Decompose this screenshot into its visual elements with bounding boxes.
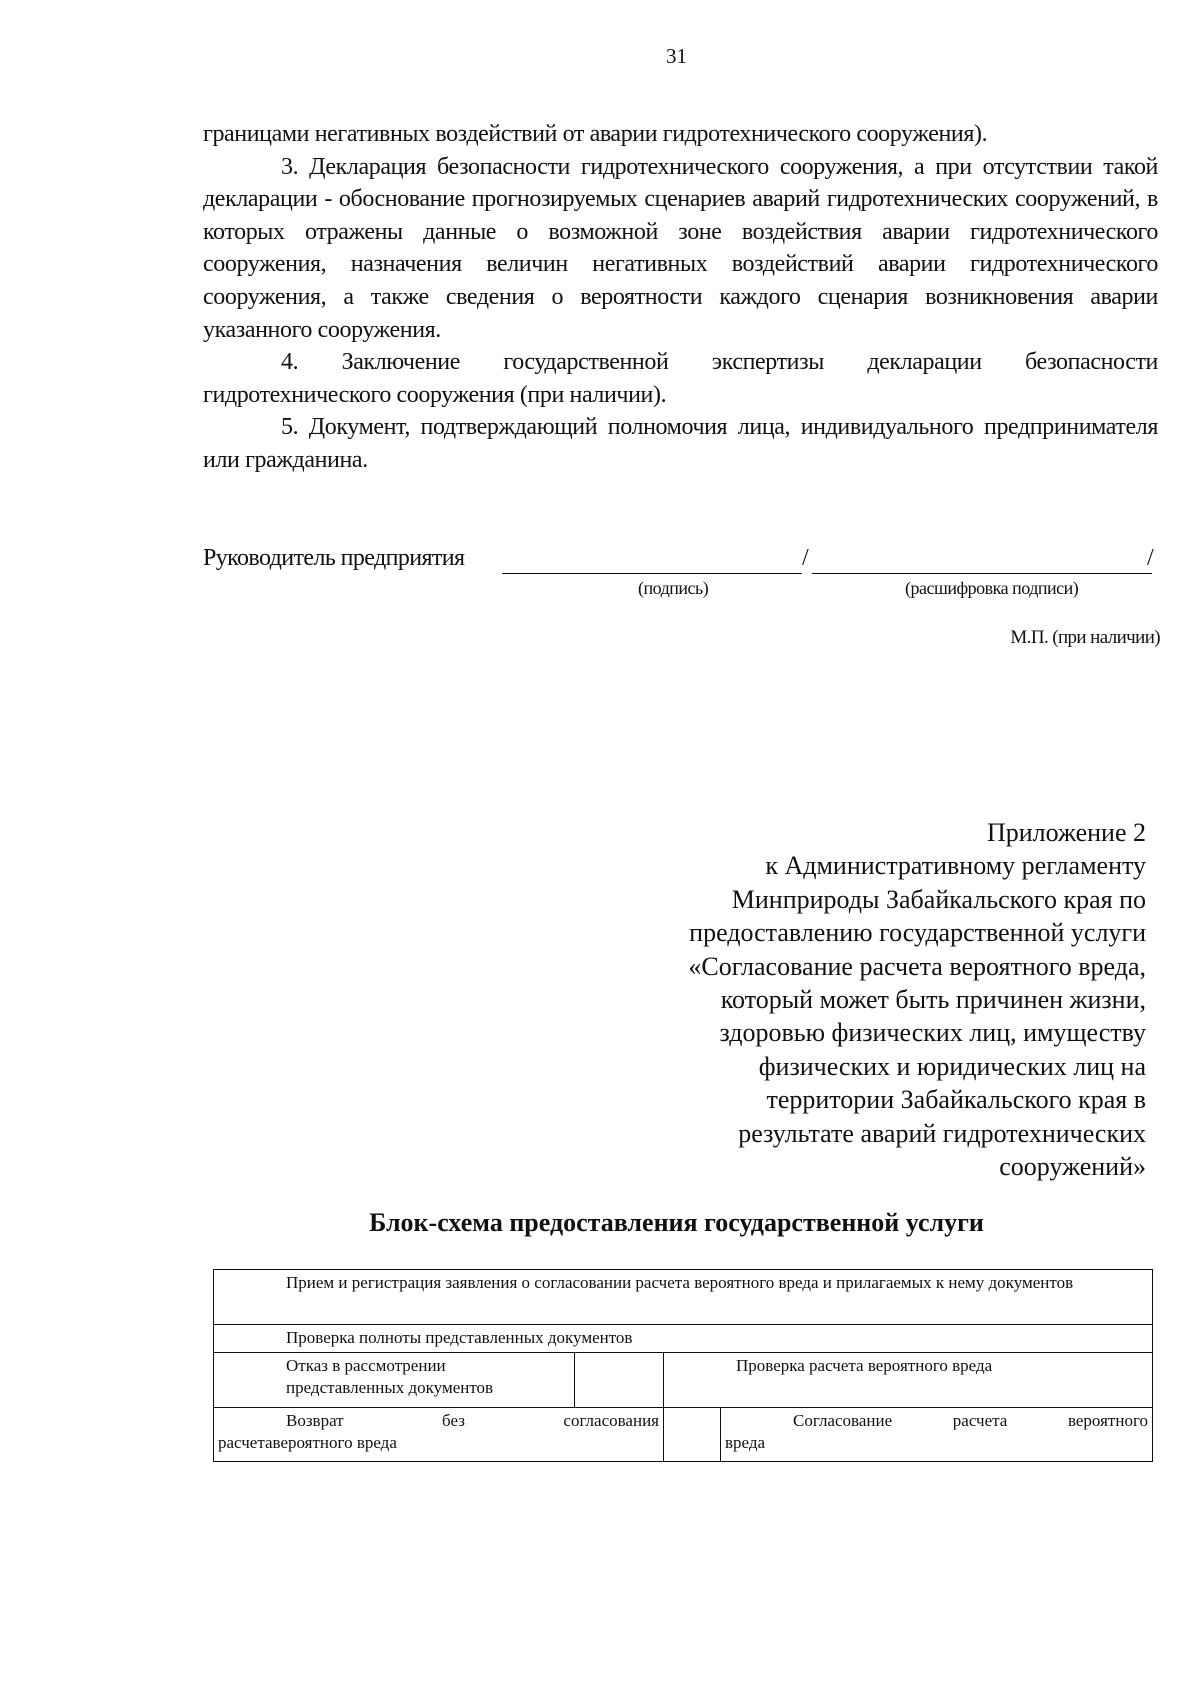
appendix-line: физических и юридических лиц на [758,1051,1146,1081]
appendix-line: Минприроды Забайкальского края по [731,884,1146,914]
step-receive-application [213,1269,1153,1325]
appendix-line: здоровью физических лиц, имуществу [719,1018,1146,1048]
step-return-line1: Возврат без согласования [286,1411,659,1430]
appendix-line: предоставлению государственной услуги [689,918,1146,948]
page-number: 31 [666,44,687,68]
step-return-line2: расчетавероятного вреда [218,1433,397,1452]
step-approval-line1: Согласование расчета вероятного [793,1411,1148,1430]
appendix-line: результате аварий гидротехнических [738,1118,1146,1148]
appendix-line: который может быть причинен жизни, [720,985,1146,1015]
signature-line [203,545,1158,577]
step-receive-application-text: Прием и регистрация заявления о согласовании расчета вероятного вреда и прилагаемых к нему документов [286,1273,1074,1292]
step-approval [720,1407,1153,1462]
appendix-line: к Административному регламенту [765,851,1146,881]
step-completeness-check-text: Проверка полноты представленных документов [286,1328,633,1347]
signature-label: Руководитель предприятия [203,545,465,571]
signature-caption: (подпись) [638,578,709,598]
step-refusal-line1: Отказ в рассмотрении [286,1356,446,1375]
step-return-without-approval [213,1407,664,1462]
step-approval-line2: вреда [725,1433,766,1452]
appendix-line: территории Забайкальского края в [766,1085,1146,1115]
step-calculation-check-text: Проверка расчета вероятного вреда [736,1356,993,1375]
empty-cell [574,1352,664,1408]
paragraph-continuation: границами негативных воздействий от аварии гидротехнического сооружения). [203,121,988,147]
document-body [203,118,1158,477]
appendix-line: сооружений» [999,1152,1146,1182]
empty-cell [663,1407,721,1462]
step-calculation-check [663,1352,1153,1408]
appendix-header [526,816,1146,1183]
signature-blank [502,573,802,574]
stamp-note: М.П. (при наличии) [1010,627,1160,648]
signature-separator: / [802,545,809,571]
signature-end-separator: / [1147,545,1154,571]
signature-decoding-caption: (расшифровка подписи) [905,578,1079,598]
step-completeness-check [213,1324,1153,1353]
paragraph-item-5: 5. Документ, подтверждающий полномочия лица, индивидуального предпринимателя или гражданина. [203,414,1158,473]
paragraph-item-3: 3. Декларация безопасности гидротехнического сооружения, а при отсутствии такой декларации - обоснование прогнозируемых сценариев аварий гидротехнических сооружений, в которых отражены данные о возможной зоне воздействия аварии гидротехнического сооружения, назначения величин негативных воздействий аварии гидротехнического сооружения, а также сведения о вероятности каждого сценария возникновения аварии указанного сооружения. [203,153,1158,343]
step-refusal [213,1352,575,1408]
scheme-title: Блок-схема предоставления государственной услуги [369,1208,984,1237]
signature-decoding-blank [812,573,1152,574]
appendix-line: Приложение 2 [986,818,1146,847]
appendix-line: «Согласование расчета вероятного вреда, [688,951,1146,981]
paragraph-item-4: 4. Заключение государственной экспертизы декларации безопасности гидротехнического сооружения (при наличии). [203,349,1158,408]
step-refusal-line2: представленных документов [286,1378,494,1397]
